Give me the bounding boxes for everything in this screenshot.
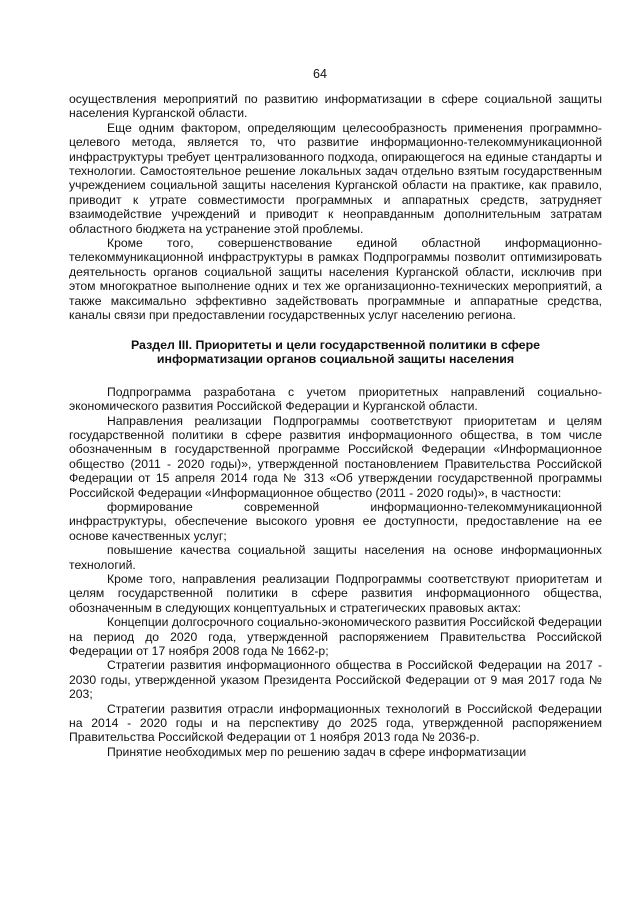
paragraph: Кроме того, направления реализации Подпрограммы соответствуют приоритетам и целям государственной политики в сфере развития информационного общества, обозначенным в следующих концептуальных и стратегических правовых актах: [69,571,602,615]
list-item: Стратегии развития информационного общества в Российской Федерации на 2017 - 2030 годы, утвержденной указом Президента Российской Федерации от 9 мая 2017 года № 203; [69,658,602,702]
document-body [69,92,602,759]
list-item: Стратегии развития отрасли информационных технологий в Российской Федерации на 2014 - 2020 годы и на перспективу до 2025 года, утвержденной распоряжением Правительства Российской Федерации от 1 ноября 2013 года № 2036-р. [69,701,602,745]
paragraph: Кроме того, совершенствование единой областной информационно-телекоммуникационной инфраструктуры в рамках Подпрограммы позволит оптимизировать деятельность органов социальной защиты населения Курганской области, исключив при этом многократное выполнение одних и тех же организационно-технических мероприятий, а также максимально эффективно задействовать программные и аппаратные средства, каналы связи при предоставлении государственных услуг населению региона. [69,236,602,323]
paragraph: Подпрограмма разработана с учетом приоритетных направлений социально-экономического развития Российской Федерации и Курганской области. [69,384,602,414]
paragraph: Направления реализации Подпрограммы соответствуют приоритетам и целям государственной политики в сфере развития информационного общества, в том числе обозначенным в государственной программе Российской Федерации «Информационное общество (2011 - 2020 годы)», утвержденной постановлением Правительства Российской Федерации от 15 апреля 2014 года № 313 «Об утверждении государственной программы Российской Федерации «Информационное общество (2011 - 2020 годы)», в частности: [69,413,602,500]
list-item: Концепции долгосрочного социально-экономического развития Российской Федерации на период до 2020 года, утвержденной распоряжением Правительства Российской Федерации от 17 ноября 2008 года № 1662-р; [69,615,602,658]
section-heading: Раздел III. Приоритеты и цели государственной политики в сфере информатизации органов социальной защиты населения [130,337,541,367]
list-item: повышение качества социальной защиты населения на основе информационных технологий. [69,543,602,572]
list-item: формирование современной информационно-телекоммуникационной инфраструктуры, обеспечение высокого уровня ее доступности, предоставление на ее основе качественных услуг; [69,499,602,543]
paragraph: осуществления мероприятий по развитию информатизации в сфере социальной защиты населения Курганской области. [69,92,602,121]
page-number: 64 [313,67,327,81]
paragraph: Принятие необходимых мер по решению задач в сфере информатизации [107,744,527,759]
paragraph: Еще одним фактором, определяющим целесообразность применения программно-целевого метода, является то, что развитие информационно-телекоммуникационной инфраструктуры требует централизованного подхода, опирающегося на единые стандарты и технологии. Самостоятельное решение локальных задач отдельно взятым государственным учреждением социальной защиты населения Курганской области на практике, как правило, приводит к утрате совместимости программных и аппаратных средств, затрудняет взаимодействие учреждений и приводит к неоправданным дополнительным затратам областного бюджета на устранение этой проблемы. [69,120,602,236]
